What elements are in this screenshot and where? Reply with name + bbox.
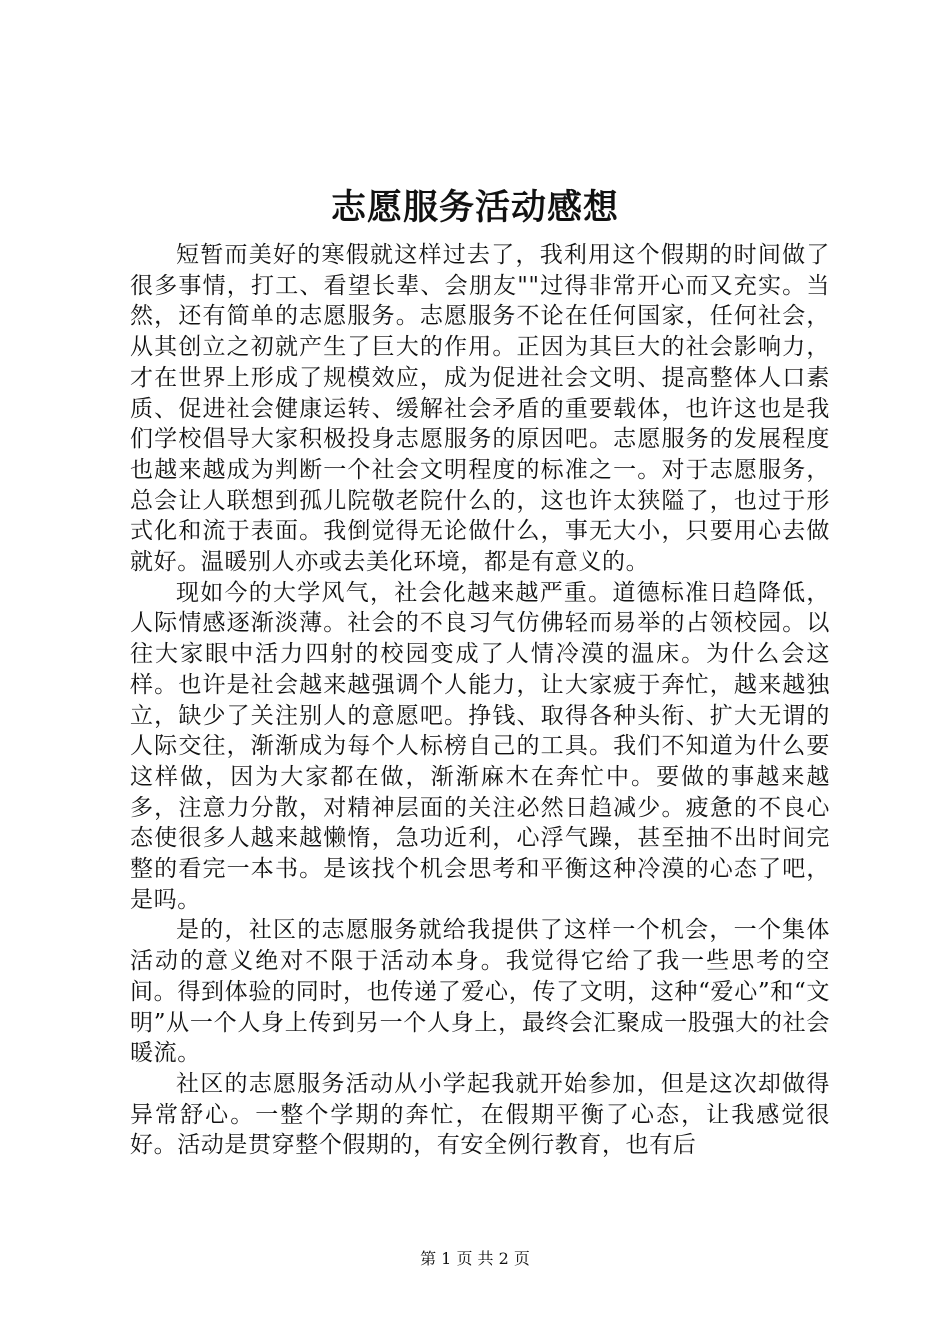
document-body (130, 240, 830, 1161)
document-title: 志愿服务活动感想 (330, 187, 619, 228)
paragraph-3: 是的，社区的志愿服务就给我提供了这样一个机会，一个集体活动的意义绝对不限于活动本身。我觉得它给了我一些思考的空间。得到体验的同时，也传递了爱心，传了文明，这种“爱心”和“文明”从一个人身上传到另一个人身上，最终会汇聚成一股强大的社会暖流。 (130, 917, 830, 1067)
paragraph-1: 短暂而美好的寒假就这样过去了，我利用这个假期的时间做了很多事情，打工、看望长辈、会朋友""过得非常开心而又充实。当然，还有简单的志愿服务。志愿服务不论在任何国家，任何社会，从其创立之初就产生了巨大的作用。正因为其巨大的社会影响力，才在世界上形成了规模效应，成为促进社会文明、提高整体人口素质、促进社会健康运转、缓解社会矛盾的重要载体，也许这也是我们学校倡导大家积极投身志愿服务的原因吧。志愿服务的发展程度也越来越成为判断一个社会文明程度的标准之一。对于志愿服务，总会让人联想到孤儿院敬老院什么的，这也许太狭隘了，也过于形式化和流于表面。我倒觉得无论做什么，事无大小，只要用心去做就好。温暖别人亦或去美化环境，都是有意义的。 (130, 242, 830, 576)
paragraph-4: 社区的志愿服务活动从小学起我就开始参加，但是这次却做得异常舒心。一整个学期的奔忙，在假期平衡了心态，让我感觉很好。活动是贯穿整个假期的，有安全例行教育，也有后 (130, 1070, 830, 1159)
page-number-footer: 第 1 页 共 2 页 (420, 1249, 530, 1268)
paragraph-2: 现如今的大学风气，社会化越来越严重。道德标准日趋降低，人际情感逐渐淡薄。社会的不良习气仿佛轻而易举的占领校园。以往大家眼中活力四射的校园变成了人情冷漠的温床。为什么会这样。也许是社会越来越强调个人能力，让大家疲于奔忙，越来越独立，缺少了关注别人的意愿吧。挣钱、取得各种头衔、扩大无谓的人际交往，渐渐成为每个人标榜自己的工具。我们不知道为什么要这样做，因为大家都在做，渐渐麻木在奔忙中。要做的事越来越多，注意力分散，对精神层面的关注必然日趋减少。疲惫的不良心态使很多人越来越懒惰，急功近利，心浮气躁，甚至抽不出时间完整的看完一本书。是该找个机会思考和平衡这种冷漠的心态了吧，是吗。 (130, 579, 830, 913)
